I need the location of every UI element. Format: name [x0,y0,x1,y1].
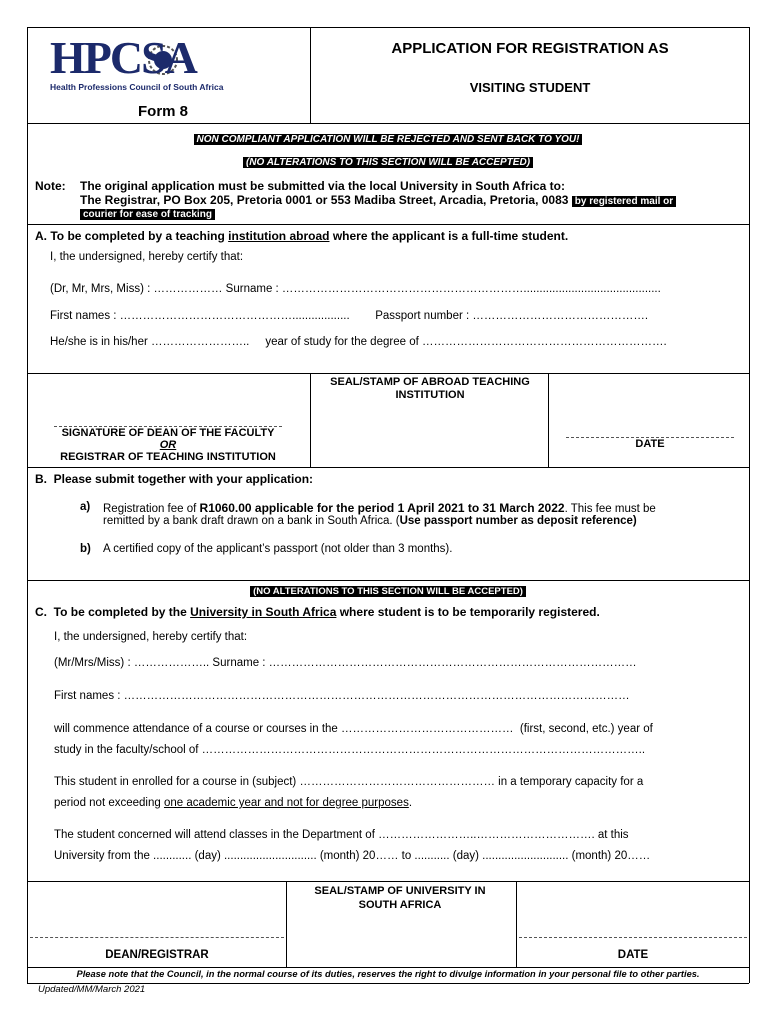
note-highlight2: courier for ease of tracking [80,209,215,220]
section-a-row3: He/she is in his/her …………………….. year of study for the degree of ………………………………………………………. [50,336,667,348]
section-b-b-text: A certified copy of the applicant’s passport (not older than 3 months). [103,543,453,555]
section-b-a-label: a) [80,501,91,513]
frame-left [27,27,28,983]
section-a-row1: (Dr, Mr, Mrs, Miss) : ……………… Surname : ………………………………………………………........................................... [50,283,661,295]
note-highlight1: by registered mail or [572,196,676,207]
section-c-sig-top-line [27,881,749,882]
note-line2-wrap [80,193,676,207]
section-c-no-alterations-text: (NO ALTERATIONS TO THIS SECTION WILL BE ACCEPTED) [250,586,526,597]
section-c-row2: First names : …………………………………………………………………………………………………………………… [54,690,630,702]
section-a-sig-or: OR [159,439,177,451]
logo-subtitle: Health Professions Council of South Africa [50,82,224,92]
section-b-a-line2-bold: Use passport number as deposit reference) [399,515,637,527]
privacy-notice: Please note that the Council, in the normal course of its duties, reserves the right to divulge information in your personal file to other parties. [76,969,700,979]
section-a-sig-divider-right [548,373,549,467]
note-line1: The original application must be submitted via the local University in South Africa to: [80,179,565,193]
section-c-row6 [54,797,412,809]
section-a-date-label: DATE [635,438,665,450]
section-c-seal-label: SEAL/STAMP OF UNIVERSITY IN SOUTH AFRICA [314,885,486,911]
section-a-row2: First names : ……………………………………….................. Passport number : ………………………………………. [50,310,649,322]
section-c-row8: University from the ............ (day) ............................. (month) 20…… to ........... (day) ........................... (month) 20…… [54,850,651,862]
form-title-line2: VISITING STUDENT [469,80,591,95]
section-b-heading: B. Please submit together with your application: [35,472,314,486]
section-c-row6-pre: period not exceeding [54,797,164,809]
section-b-a-bold: R1060.00 applicable for the period 1 April 2021 to 31 March 2022 [199,501,565,515]
section-c-heading-pre: C. To be completed by the [35,605,191,619]
section-b-b-label: b) [80,543,91,555]
hpcsa-logo [50,34,235,96]
noncompliant-warning-text: NON COMPLIANT APPLICATION WILL BE REJECTED AND SENT BACK TO YOU! [194,134,583,145]
form-number: Form 8 [138,103,189,120]
section-c-row5: This student in enrolled for a course in (subject) …………………………………………… in a temporary capacity for a [54,776,644,788]
no-alterations-warning-text: (NO ALTERATIONS TO THIS SECTION WILL BE ACCEPTED) [243,157,533,168]
noncompliant-warning [27,133,749,145]
section-c-row3: will commence attendance of a course or courses in the ……………………………………… (first, second, etc.) year of [54,723,653,735]
section-b-a-line2-pre: remitted by a bank draft drawn on a bank in South Africa. ( [103,515,400,527]
note-bottom-line [27,224,749,225]
header-bottom-line [27,123,749,124]
no-alterations-warning [27,156,749,168]
form-title-line1: APPLICATION FOR REGISTRATION AS [391,40,669,57]
updated-date: Updated/MM/March 2021 [38,984,146,995]
section-a-certify: I, the undersigned, hereby certify that: [50,251,244,263]
section-c-certify: I, the undersigned, hereby certify that: [54,631,248,643]
section-c-row7: The student concerned will attend classes in the Department of ……………………..…………………………. at this [54,829,629,841]
note-address: The Registrar, PO Box 205, Pretoria 0001 or 553 Madiba Street, Arcadia, Pretoria, 0083 [80,193,569,207]
section-c-date-label: DATE [617,949,649,961]
section-a-heading-pre: A. To be completed by a teaching [35,229,229,243]
section-a-sig-divider-left [310,373,311,467]
section-a-heading-post: where the applicant is a full-time student. [329,229,569,243]
section-b-a-pre: Registration fee of [103,503,200,515]
section-c-date-line [519,937,747,938]
section-a-bottom-line [27,467,749,468]
section-a-sig-label1: SIGNATURE OF DEAN OF THE FACULTY [61,427,275,439]
section-c-no-alterations [27,585,749,597]
section-c-row1: (Mr/Mrs/Miss) : ……………….. Surname : …………………………………………………………………………………… [54,657,637,669]
section-c-row4: study in the faculty/school of …………………………………………………………………………………………………….. [54,744,646,756]
section-a-heading-underlined: institution abroad [228,229,330,243]
section-c-heading-underlined: University in South Africa [190,605,337,619]
logo-text: HPCSA [50,32,196,83]
section-a-seal-label: SEAL/STAMP OF ABROAD TEACHING INSTITUTION [330,376,530,401]
section-c-row6-post: . [408,797,413,809]
section-b-a-line1 [103,501,656,515]
section-a-sig-label2: REGISTRAR OF TEACHING INSTITUTION [60,451,276,463]
note-line3-wrap [80,208,215,220]
note-label: Note: [35,179,66,193]
section-c-sig-divider-left [286,881,287,967]
section-c-dean-label: DEAN/REGISTRAR [105,949,209,961]
section-c-row6-underlined: one academic year and not for degree purposes [163,797,409,809]
section-a-sig-top-line [27,373,749,374]
section-c-dean-line [30,937,284,938]
section-b-a-line2 [103,515,637,527]
section-c-heading [35,605,600,619]
section-b-a-post: . This fee must be [564,503,656,515]
frame-right [749,27,750,983]
section-c-bottom-line [27,967,749,968]
section-b-bottom-line [27,580,749,581]
section-c-heading-post: where student is to be temporarily registered. [336,605,600,619]
frame-top [27,27,749,28]
section-a-heading [35,229,568,243]
